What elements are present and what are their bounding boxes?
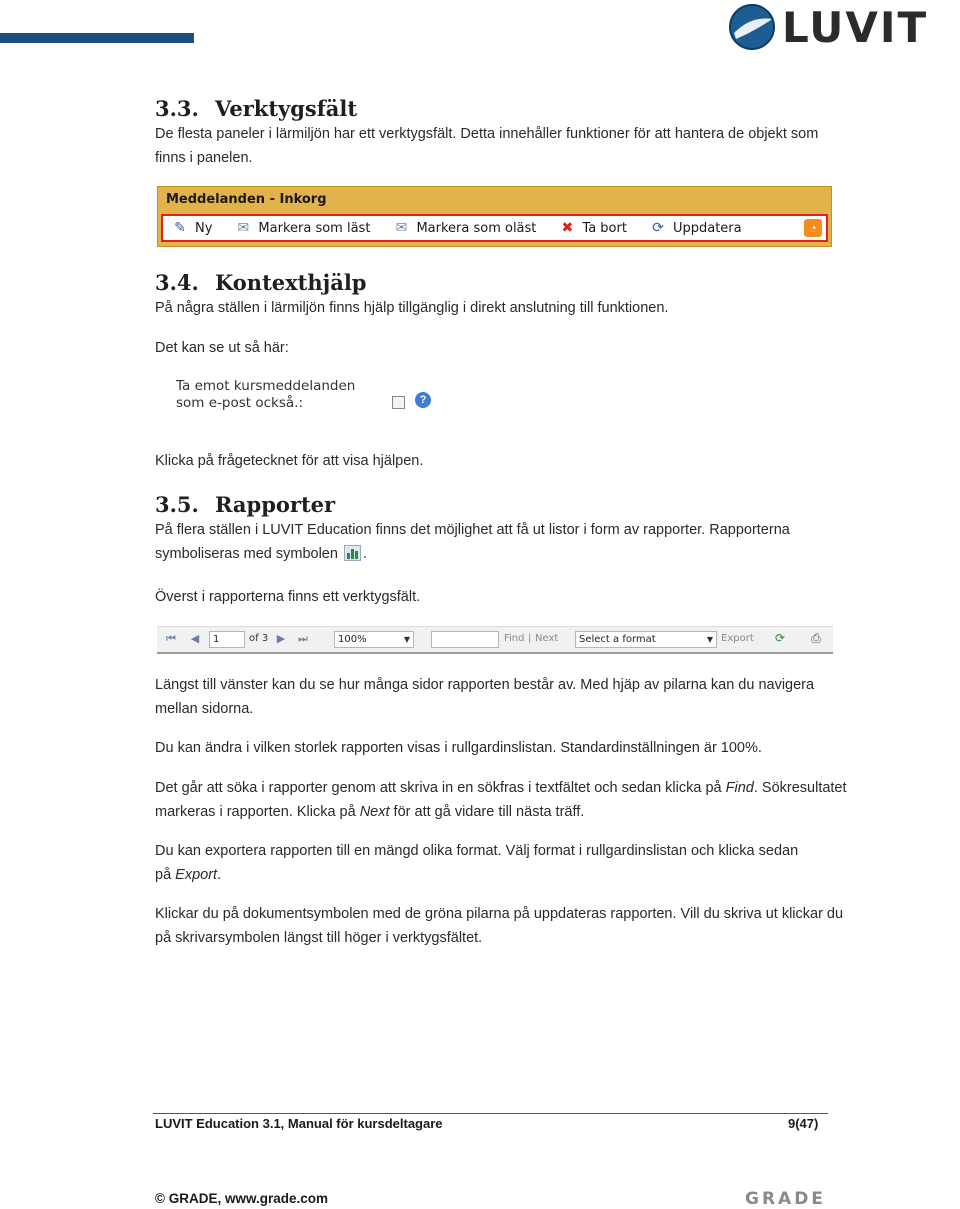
zoom-select[interactable] bbox=[334, 631, 414, 648]
link-separator: | bbox=[528, 633, 532, 644]
refresh-button[interactable] bbox=[649, 219, 742, 237]
envelope-closed-icon: ✉ bbox=[395, 220, 408, 236]
paragraph: De flesta paneler i lärmiljön har ett verktygsfält. Detta innehåller funktioner för att hantera de objekt som finns i panelen. bbox=[155, 126, 819, 166]
text-run: På flera ställen i LUVIT Education finns det möjlighet att få ut listor i form av rapporter. Rapporterna symboliseras med symbolen bbox=[155, 522, 790, 562]
header-accent-bar bbox=[0, 33, 194, 43]
paragraph: Överst i rapporterna finns ett verktygsfält. bbox=[155, 589, 421, 605]
inbox-toolbar-example bbox=[157, 186, 832, 247]
last-page-icon[interactable]: ⏭ bbox=[298, 633, 308, 645]
section-number: 3.4. bbox=[155, 270, 199, 295]
email-checkbox[interactable] bbox=[392, 396, 405, 409]
format-placeholder: Select a format bbox=[579, 634, 656, 645]
find-link[interactable]: Find bbox=[504, 633, 525, 644]
page-number-input[interactable]: 1 bbox=[209, 631, 245, 648]
paragraph bbox=[155, 518, 845, 566]
search-input[interactable] bbox=[431, 631, 499, 648]
new-message-icon: ✎ bbox=[174, 220, 186, 236]
footer-title: LUVIT Education 3.1, Manual för kursdeltagare bbox=[155, 1116, 443, 1131]
section-number: 3.5. bbox=[155, 492, 199, 517]
chevron-down-icon: ▼ bbox=[706, 635, 713, 644]
option-label: Ta emot kursmeddelanden som e-post också.: bbox=[176, 378, 356, 411]
toolbar bbox=[161, 214, 828, 242]
zoom-value: 100% bbox=[338, 634, 367, 645]
export-term: Export bbox=[175, 867, 218, 883]
next-link[interactable]: Next bbox=[535, 633, 559, 644]
section-heading-3-5 bbox=[155, 492, 335, 517]
paragraph: Längst till vänster kan du se hur många sidor rapporten består av. Med hjäp av pilarna kan du navigera mellan sidorna. bbox=[155, 677, 815, 717]
context-help-example bbox=[176, 378, 446, 430]
mark-unread-button[interactable] bbox=[392, 219, 536, 237]
logo-wordmark: LUVIT bbox=[782, 2, 929, 52]
page-count: of 3 bbox=[249, 633, 269, 644]
find-term: Find bbox=[725, 780, 754, 796]
text-run: Du kan exportera rapporten till en mängd olika format. Välj format i rullgardinslistan och klicka sedan på bbox=[155, 843, 799, 883]
button-label: Ny bbox=[195, 220, 213, 236]
button-label: Uppdatera bbox=[672, 220, 742, 236]
text-run: . Sökresultatet markeras i rapporten. Klicka på bbox=[155, 780, 847, 820]
help-question-icon[interactable]: ? bbox=[415, 392, 431, 408]
section-number: 3.3. bbox=[155, 96, 199, 121]
report-chart-icon bbox=[344, 545, 361, 561]
section-title: Rapporter bbox=[215, 492, 336, 517]
paragraph: Det kan se ut så här: bbox=[155, 340, 289, 356]
paragraph bbox=[155, 776, 855, 824]
delete-button[interactable] bbox=[558, 219, 627, 237]
paragraph: Klicka på frågetecknet för att visa hjälpen. bbox=[155, 453, 424, 469]
paragraph: På några ställen i lärmiljön finns hjälp tillgänglig i direkt anslutning till funktionen. bbox=[155, 300, 669, 316]
paragraph bbox=[155, 839, 815, 887]
text-run: . bbox=[362, 546, 367, 562]
copyright: © GRADE, www.grade.com bbox=[155, 1191, 328, 1206]
grade-logo: GRADE bbox=[745, 1189, 826, 1209]
text-run: . bbox=[217, 867, 222, 883]
section-title: Verktygsfält bbox=[215, 96, 358, 121]
report-toolbar-example bbox=[157, 626, 833, 654]
button-label: Markera som läst bbox=[258, 220, 371, 236]
envelope-open-icon: ✉ bbox=[237, 220, 250, 236]
previous-page-icon[interactable]: ◀ bbox=[190, 633, 200, 645]
panel-title: Meddelanden - Inkorg bbox=[166, 192, 327, 207]
export-link[interactable]: Export bbox=[721, 633, 754, 644]
delete-x-icon: ✖ bbox=[561, 220, 574, 236]
luvit-globe-icon bbox=[728, 3, 776, 51]
mark-read-button[interactable] bbox=[234, 219, 370, 237]
paragraph: Du kan ändra i vilken storlek rapporten visas i rullgardinslistan. Standardinställningen är 100%. bbox=[155, 740, 762, 756]
paragraph: Klickar du på dokumentsymbolen med de gröna pilarna på uppdateras rapporten. Vill du skriva ut klickar du på skrivarsymbolen längst till höger i verktygsfältet. bbox=[155, 906, 844, 946]
next-page-icon[interactable]: ▶ bbox=[276, 633, 286, 645]
section-heading-3-3 bbox=[155, 96, 357, 121]
section-title: Kontexthjälp bbox=[215, 270, 367, 295]
new-button[interactable] bbox=[171, 219, 212, 237]
button-label: Markera som oläst bbox=[416, 220, 537, 236]
button-label: Ta bort bbox=[582, 220, 627, 236]
chevron-down-icon: ▼ bbox=[403, 635, 410, 644]
print-icon[interactable]: ⎙ bbox=[811, 631, 821, 645]
luvit-logo bbox=[728, 0, 960, 54]
footer-divider bbox=[153, 1113, 828, 1114]
refresh-report-icon[interactable]: ⟳ bbox=[774, 631, 786, 645]
section-heading-3-4 bbox=[155, 270, 366, 295]
page-number: 9(47) bbox=[788, 1116, 819, 1131]
export-format-select[interactable] bbox=[575, 631, 717, 648]
next-term: Next bbox=[359, 804, 390, 820]
first-page-icon[interactable]: ⏮ bbox=[166, 633, 176, 645]
rss-icon[interactable]: ◔ bbox=[804, 219, 822, 237]
text-run: Det går att söka i rapporter genom att skriva in en sökfras i textfältet och sedan klicka på bbox=[155, 780, 726, 796]
text-run: för att gå vidare till nästa träff. bbox=[389, 804, 585, 820]
refresh-icon: ⟳ bbox=[652, 220, 664, 236]
